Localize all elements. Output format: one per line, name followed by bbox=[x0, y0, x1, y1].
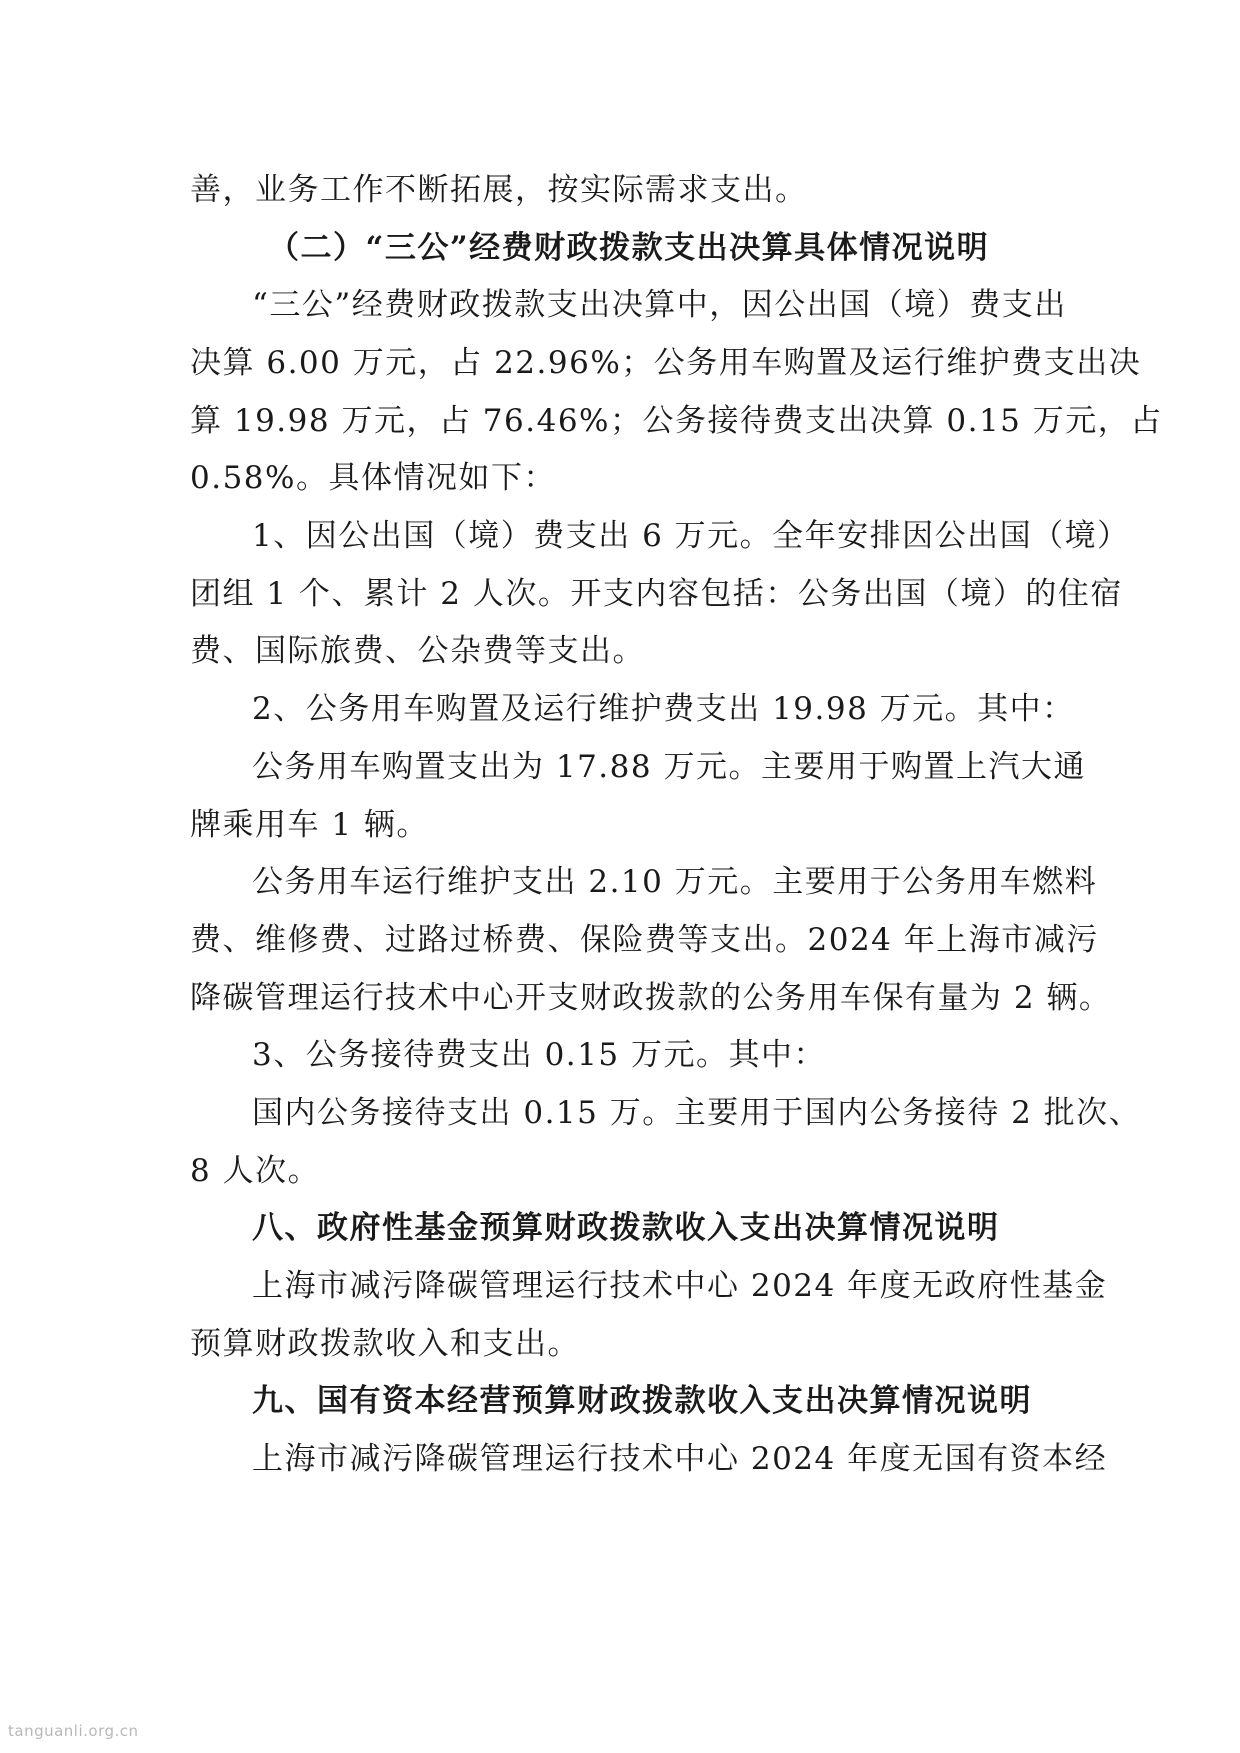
paragraph-line: “三公”经费财政拨款支出决算中，因公出国（境）费支出 bbox=[252, 287, 1067, 323]
section-heading-9: 九、国有资本经营预算财政拨款收入支出决算情况说明 bbox=[252, 1383, 1032, 1419]
paragraph-line: 2、公务用车购置及运行维护费支出 19.98 万元。其中： bbox=[252, 691, 1075, 727]
paragraph-line: 牌乘用车 1 辆。 bbox=[190, 807, 429, 843]
paragraph-line: 公务用车运行维护支出 2.10 万元。主要用于公务用车燃料 bbox=[252, 864, 1098, 900]
paragraph-line: 预算财政拨款收入和支出。 bbox=[190, 1326, 580, 1362]
paragraph-line: 降碳管理运行技术中心开支财政拨款的公务用车保有量为 2 辆。 bbox=[190, 980, 1112, 1016]
paragraph-line: 费、维修费、过路过桥费、保险费等支出。2024 年上海市减污 bbox=[190, 922, 1099, 958]
section-heading-sangong: （二）“三公”经费财政拨款支出决算具体情况说明 bbox=[268, 230, 990, 266]
paragraph-line: 3、公务接待费支出 0.15 万元。其中： bbox=[252, 1037, 826, 1073]
paragraph-line: 8 人次。 bbox=[190, 1153, 321, 1189]
paragraph-line: 善，业务工作不断拓展，按实际需求支出。 bbox=[190, 172, 808, 208]
paragraph-line: 上海市减污降碳管理运行技术中心 2024 年度无国有资本经 bbox=[252, 1441, 1108, 1477]
paragraph-line: 上海市减污降碳管理运行技术中心 2024 年度无政府性基金 bbox=[252, 1268, 1108, 1304]
paragraph-line: 费、国际旅费、公杂费等支出。 bbox=[190, 633, 645, 669]
paragraph-line: 国内公务接待支出 0.15 万。主要用于国内公务接待 2 批次、 bbox=[252, 1095, 1142, 1131]
paragraph-line: 算 19.98 万元，占 76.46%；公务接待费支出决算 0.15 万元，占 bbox=[190, 403, 1163, 439]
watermark-text: tanguanli.org.cn bbox=[8, 1722, 139, 1740]
paragraph-line: 0.58%。具体情况如下： bbox=[190, 460, 556, 496]
paragraph-line: 1、因公出国（境）费支出 6 万元。全年安排因公出国（境） bbox=[252, 518, 1130, 554]
paragraph-line: 公务用车购置支出为 17.88 万元。主要用于购置上汽大通 bbox=[252, 749, 1086, 785]
paragraph-line: 团组 1 个、累计 2 人次。开支内容包括：公务出国（境）的住宿 bbox=[190, 576, 1123, 612]
section-heading-8: 八、政府性基金预算财政拨款收入支出决算情况说明 bbox=[252, 1210, 1000, 1246]
paragraph-line: 决算 6.00 万元，占 22.96%；公务用车购置及运行维护费支出决 bbox=[190, 345, 1142, 381]
